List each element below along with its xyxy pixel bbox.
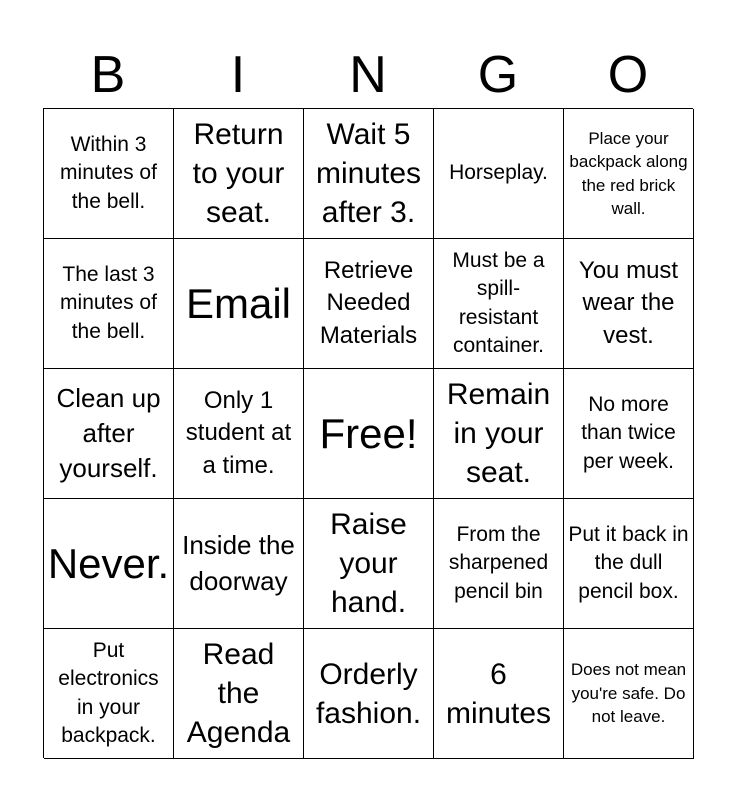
header-letter-g: G (477, 46, 519, 104)
bingo-cell[interactable]: Does not mean you're safe. Do not leave. (564, 629, 694, 759)
header-letter-b: B (90, 46, 126, 104)
header-letter-o: O (607, 46, 649, 104)
bingo-cell[interactable]: Inside the doorway (174, 499, 304, 629)
bingo-header (43, 42, 693, 108)
bingo-cell[interactable]: Remain in your seat. (434, 369, 564, 499)
header-letter-i: I (230, 46, 246, 104)
bingo-cell[interactable]: Wait 5 minutes after 3. (304, 109, 434, 239)
bingo-cell[interactable]: Return to your seat. (174, 109, 304, 239)
bingo-cell[interactable]: Must be a spill-resistant container. (434, 239, 564, 369)
header-letter-n: N (349, 46, 387, 104)
bingo-board (43, 108, 693, 758)
bingo-cell[interactable]: Never. (44, 499, 174, 629)
bingo-cell[interactable]: No more than twice per week. (564, 369, 694, 499)
bingo-free-space[interactable]: Free! (304, 369, 434, 499)
bingo-cell[interactable]: The last 3 minutes of the bell. (44, 239, 174, 369)
bingo-cell[interactable]: Orderly fashion. (304, 629, 434, 759)
bingo-cell[interactable]: Put electronics in your backpack. (44, 629, 174, 759)
bingo-cell[interactable]: Retrieve Needed Materials (304, 239, 434, 369)
bingo-cell[interactable]: Put it back in the dull pencil box. (564, 499, 694, 629)
bingo-cell[interactable]: Clean up after yourself. (44, 369, 174, 499)
bingo-cell[interactable]: Raise your hand. (304, 499, 434, 629)
bingo-cell[interactable]: From the sharpened pencil bin (434, 499, 564, 629)
bingo-cell[interactable]: Email (174, 239, 304, 369)
bingo-cell[interactable]: Read the Agenda (174, 629, 304, 759)
bingo-cell[interactable]: Within 3 minutes of the bell. (44, 109, 174, 239)
bingo-cell[interactable]: Horseplay. (434, 109, 564, 239)
bingo-cell[interactable]: Place your backpack along the red brick wall. (564, 109, 694, 239)
bingo-cell[interactable]: Only 1 student at a time. (174, 369, 304, 499)
bingo-cell[interactable]: 6 minutes (434, 629, 564, 759)
bingo-cell[interactable]: You must wear the vest. (564, 239, 694, 369)
